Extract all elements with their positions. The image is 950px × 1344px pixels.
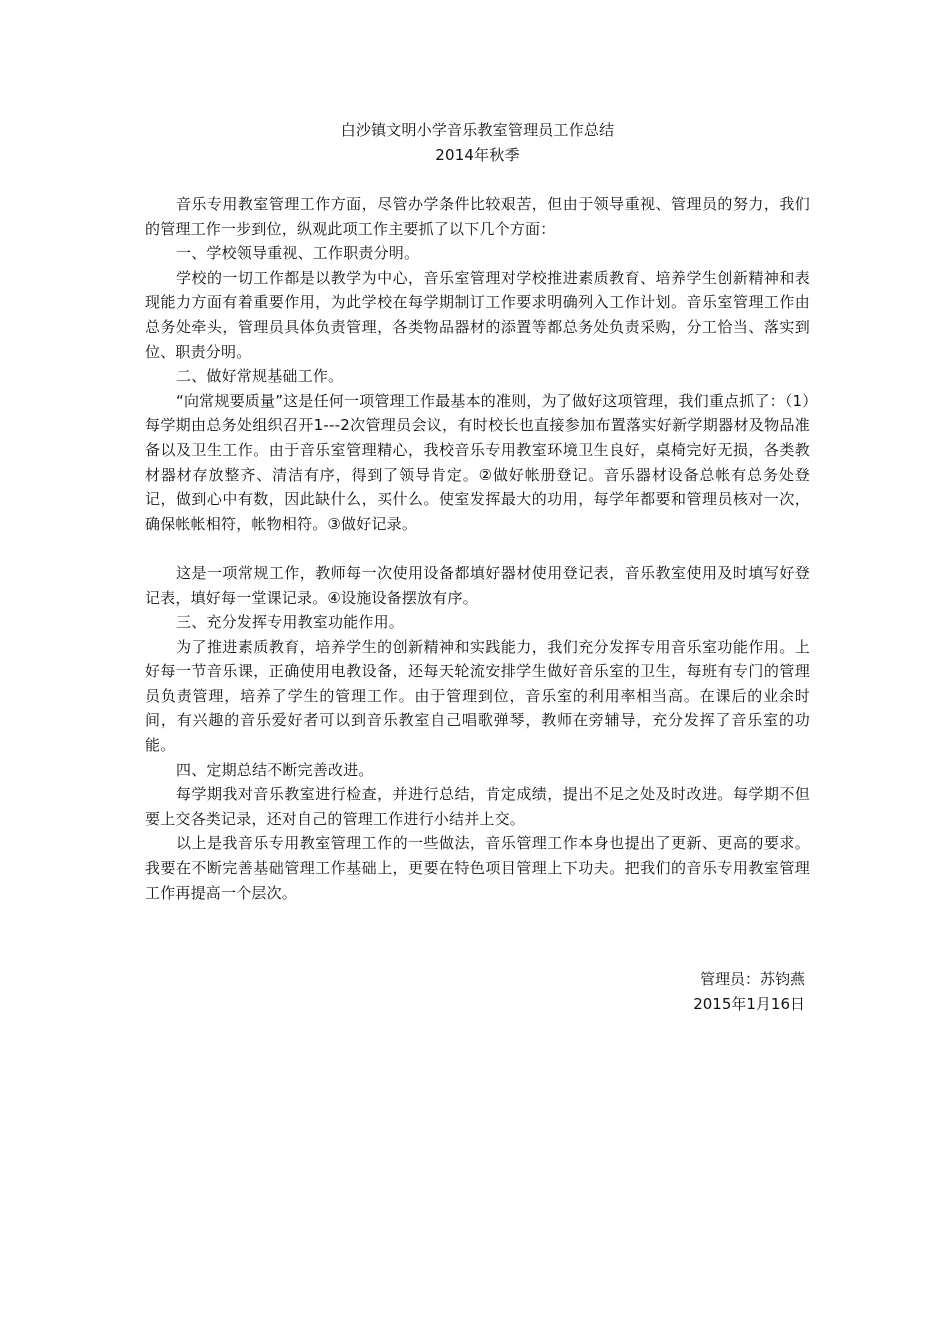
paragraph-section-4: 每学期我对音乐教室进行检查，并进行总结，肯定成绩，提出不足之处及时改进。每学期不但要上交各类记录，还对自己的管理工作进行小结并上交。 <box>145 785 810 828</box>
section-heading-1: 一、学校领导重视、工作职责分明。 <box>176 244 420 263</box>
paragraph-section-3: 为了推进素质教育，培养学生的创新精神和实践能力，我们充分发挥专用音乐室功能作用。上好每一节音乐课，正确使用电教设备，还每天轮流安排学生做好音乐室的卫生，每班有专门的管理员负责管理，培养了学生的管理工作。由于管理到位，音乐室的利用率相当高。在课后的业余时间，有兴趣的音乐爱好者可以到音乐教室自己唱歌弹琴，教师在旁辅导，充分发挥了音乐室的功能。 <box>145 637 810 755</box>
blank-line <box>145 536 810 561</box>
paragraph-conclusion: 以上是我音乐专用教室管理工作的一些做法，音乐管理工作本身也提出了更新、更高的要求。我要在不断完善基础管理工作基础上，更要在特色项目管理上下功夫。把我们的音乐专用教室管理工作再提高一个层次。 <box>145 834 810 902</box>
paragraph-intro: 音乐专用教室管理工作方面，尽管办学条件比较艰苦，但由于领导重视、管理员的努力，我们的管理工作一步到位，纵观此项工作主要抓了以下几个方面： <box>145 195 810 238</box>
section-heading-3: 三、充分发挥专用教室功能作用。 <box>176 613 405 632</box>
document-subtitle: 2014年秋季 <box>435 146 520 164</box>
section-heading-2: 二、做好常规基础工作。 <box>176 367 344 386</box>
paragraph-records: 这是一项常规工作，教师每一次使用设备都填好器材使用登记表，音乐教室使用及时填写好登记表，填好每一堂课记录。④设施设备摆放有序。 <box>145 563 810 607</box>
signature-name: 管理员：苏钧燕 <box>699 970 805 988</box>
signature-block <box>693 967 805 1016</box>
paragraph-section-1: 学校的一切工作都是以教学为中心，音乐室管理对学校推进素质教育、培养学生创新精神和表现能力方面有着重要作用，为此学校在每学期制订工作要求明确列入工作计划。音乐室管理工作由总务处牵头，管理员具体负责管理，各类物品器材的添置等都总务处负责采购，分工恰当、落实到位、职责分明。 <box>145 268 810 361</box>
signature-date: 2015年1月16日 <box>693 994 805 1013</box>
section-heading-4: 四、定期总结不断完善改进。 <box>176 760 374 779</box>
document-title: 白沙镇文明小学音乐教室管理员工作总结 <box>340 121 615 139</box>
document-body <box>145 118 810 905</box>
paragraph-section-2: “向常规要质量”这是任何一项管理工作最基本的准则，为了做好这项管理，我们重点抓了：（1）每学期由总务处组织召开1---2次管理员会议，有时校长也直接参加布置落实好新学期器材及物品准备以及卫生工作。由于音乐室管理精心，我校音乐专用教室环境卫生良好，桌椅完好无损，各类教材器材存放整齐、清洁有序，得到了领导肯定。②做好帐册登记。音乐器材设备总帐有总务处登记，做到心中有数，因此缺什么，买什么。使室发挥最大的功用，每学年都要和管理员核对一次，确保帐帐相符，帐物相符。③做好记录。 <box>145 391 810 533</box>
